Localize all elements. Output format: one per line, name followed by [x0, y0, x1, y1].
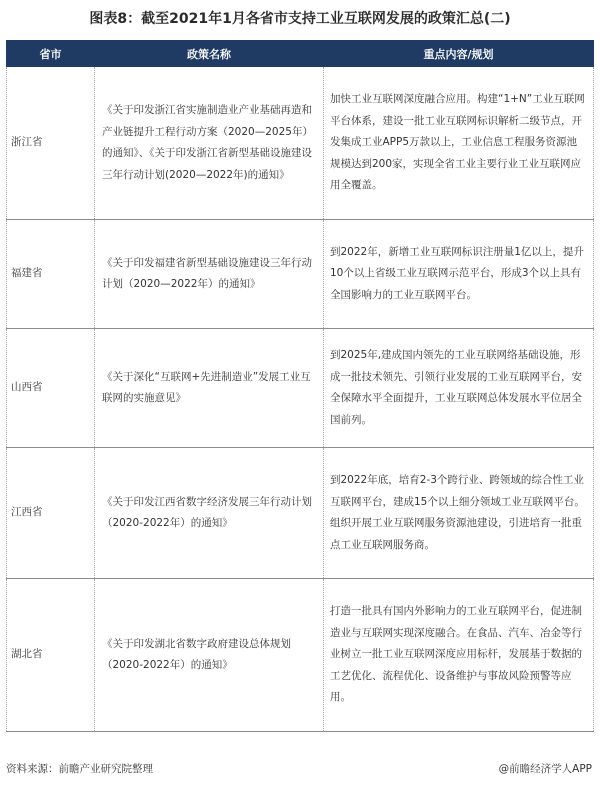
- content-cell: 加快工业互联网深度融合应用。构建“1+N”工业互联网平台体系，建设一批工业互联网标识解析二级节点，开发集成工业APP5万款以上，工业信息工程服务资源池规模达到200家，实现全省工业主要行业工业互联网应用全覆盖。: [324, 67, 594, 220]
- content-cell: 打造一批具有国内外影响力的工业互联网平台，促进制造业与互联网实现深度融合。在食品、汽车、冶金等行业树立一批工业互联网深度应用标杆，发展基于数据的工艺优化、流程优化、设备维护与事故风险预警等应用。: [324, 579, 594, 732]
- policy-cell: 《关于印发福建省新型基础设施建设三年行动计划（2020—2022年）的通知》: [95, 220, 324, 329]
- table-row: [7, 448, 594, 579]
- figure-title: 图表8：截至2021年1月各省市支持工业互联网发展的政策汇总(二): [89, 11, 511, 27]
- policy-table: [6, 40, 594, 732]
- content-cell: 到2025年,建成国内领先的工业互联网络基础设施，形成一批技术领先、引领行业发展的工业互联网平台，安全保障水平全面提升，工业互联网总体发展水平位居全国前列。: [324, 329, 594, 448]
- brand-credit: @前瞻经济学人APP: [498, 763, 592, 775]
- header-key-content: 重点内容/规划: [324, 41, 594, 67]
- province-cell: 湖北省: [7, 579, 95, 732]
- province-cell: 福建省: [7, 220, 95, 329]
- table-row: [7, 329, 594, 448]
- content-cell: 到2022年底，培育2-3个跨行业、跨领域的综合性工业互联网平台，建成15个以上细分领域工业互联网平台。组织开展工业互联网服务资源池建设，引进培育一批重点工业互联网服务商。: [324, 448, 594, 579]
- table-row: [7, 220, 594, 329]
- source-note: 资料来源：前瞻产业研究院整理: [6, 763, 153, 775]
- policy-cell: 《关于印发江西省数字经济发展三年行动计划（2020-2022年）的通知》: [95, 448, 324, 579]
- table-row: [7, 579, 594, 732]
- policy-cell: 《关于深化“互联网+先进制造业”发展工业互联网的实施意见》: [95, 329, 324, 448]
- content-cell: 到2022年，新增工业互联网标识注册量1亿以上，提升10个以上省级工业互联网示范平台，形成3个以上具有全国影响力的工业互联网平台。: [324, 220, 594, 329]
- header-policy-name: 政策名称: [95, 41, 324, 67]
- table-header-row: [7, 41, 594, 67]
- province-cell: 山西省: [7, 329, 95, 448]
- policy-cell: 《关于印发湖北省数字政府建设总体规划（2020-2022年）的通知》: [95, 579, 324, 732]
- province-cell: 浙江省: [7, 67, 95, 220]
- table-row: [7, 67, 594, 220]
- policy-cell: 《关于印发浙江省实施制造业产业基础再造和产业链提升工程行动方案（2020—2025年）的通知》、《关于印发浙江省新型基础设施建设三年行动计划(2020—2022年)的通知》: [95, 67, 324, 220]
- header-province: 省市: [7, 41, 95, 67]
- province-cell: 江西省: [7, 448, 95, 579]
